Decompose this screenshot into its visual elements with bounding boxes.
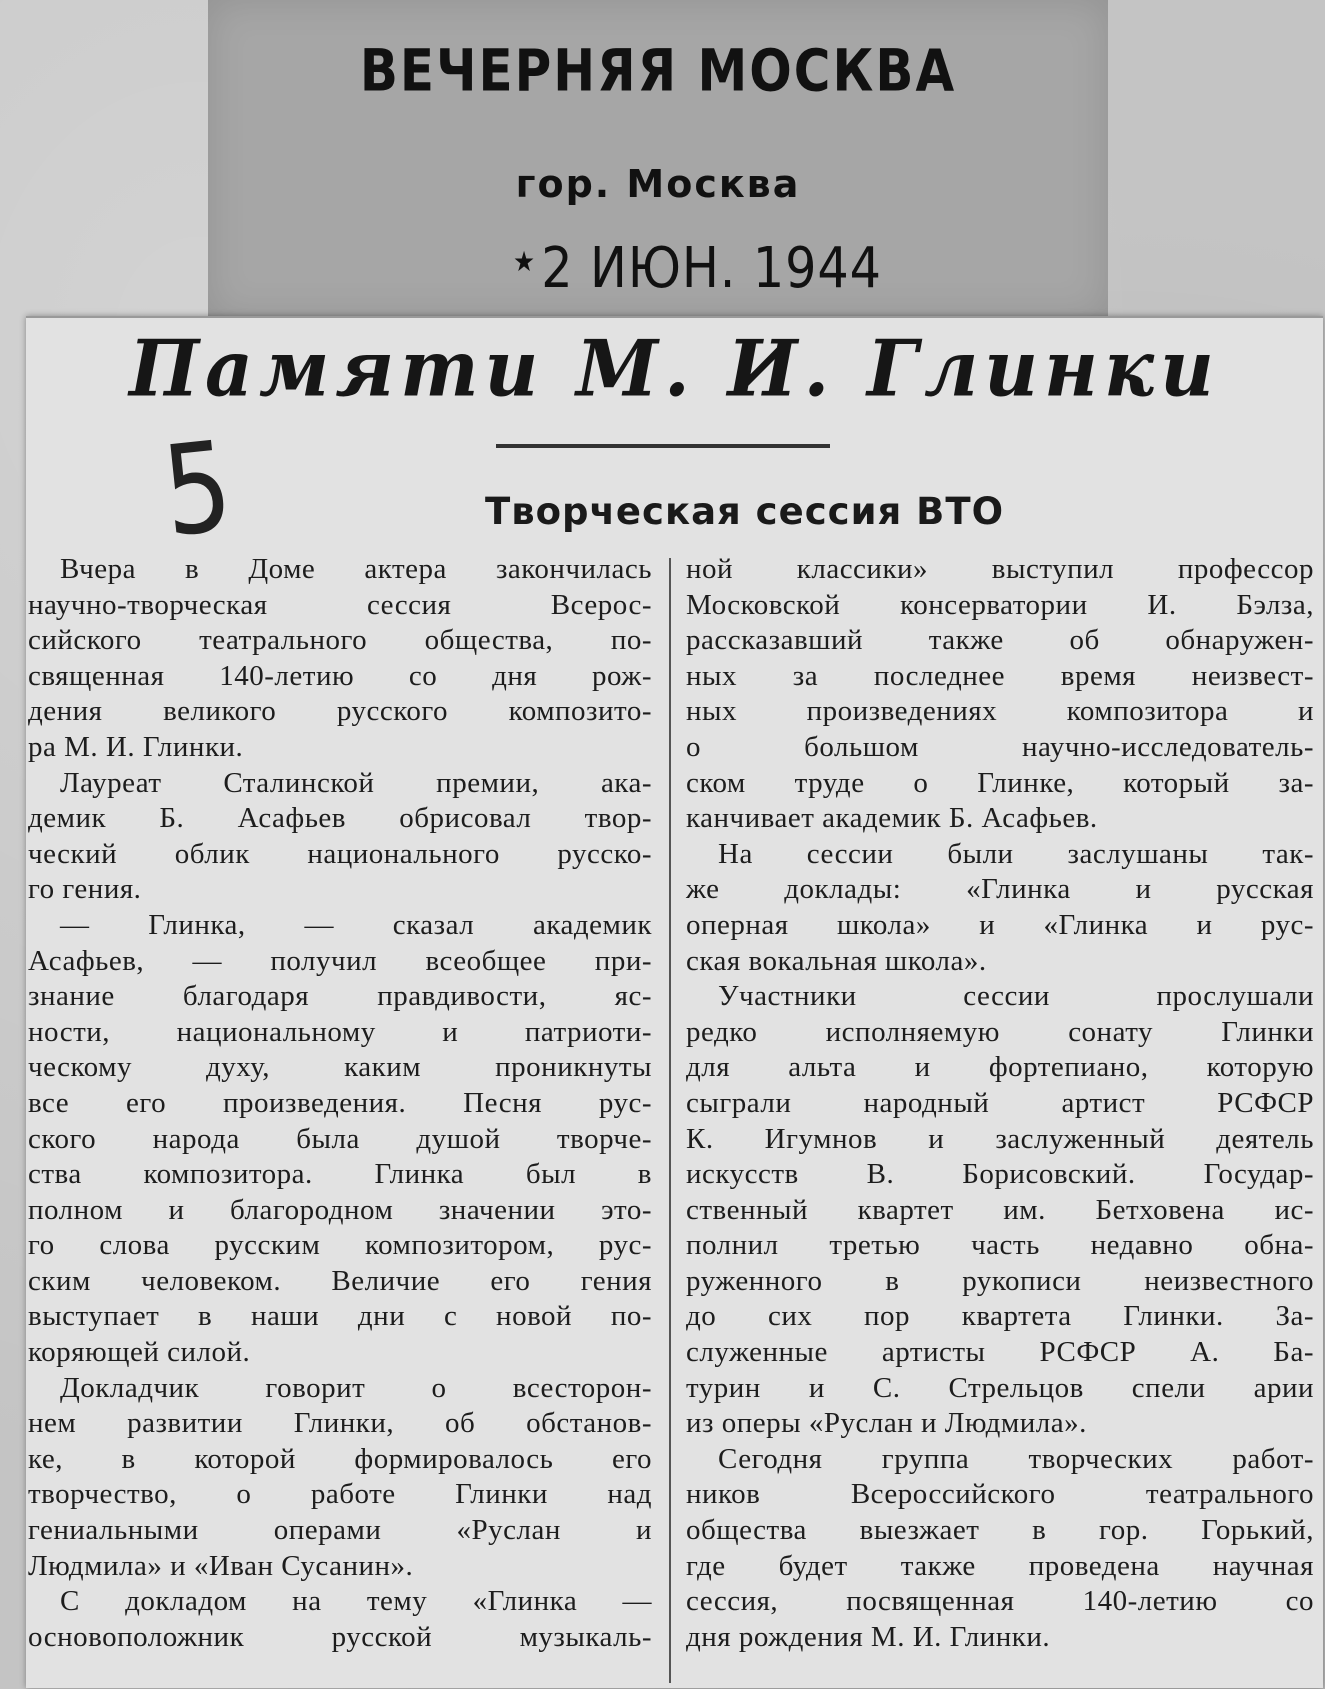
- article-text-line: демик Б. Асафьев обрисовал твор-: [28, 802, 652, 835]
- article-text-line: сессия, посвященная 140-летию со: [686, 1585, 1314, 1618]
- article-headline: Памяти М. И. Глинки: [129, 323, 1220, 415]
- article-text-line: С докладом на тему «Глинка —: [60, 1585, 652, 1618]
- article-text-line: сийского театрального общества, по-: [28, 624, 652, 657]
- article-text-line: Сегодня группа творческих работ-: [718, 1442, 1314, 1475]
- article-text-line: Вчера в Доме актера закончилась: [60, 553, 652, 585]
- article-text-line: го гения.: [28, 873, 142, 906]
- article-text-line: дня рождения М. И. Глинки.: [686, 1620, 1051, 1653]
- article-text-line: ческому духу, каким проникнуты: [28, 1051, 652, 1084]
- article-text-line: основоположник русской музыкаль-: [28, 1620, 652, 1653]
- article-text-line: ке, в которой формировалось его: [28, 1442, 652, 1475]
- article-text-line: ским человеком. Величие его гения: [28, 1264, 652, 1297]
- stamp-newspaper-name: ВЕЧЕРНЯЯ МОСКВА: [359, 37, 957, 105]
- article-text-line: нем развитии Глинки, об обстанов-: [28, 1407, 652, 1440]
- left-column: [28, 552, 652, 1655]
- article-text-line: К. Игумнов и заслуженный деятель: [686, 1122, 1314, 1155]
- article-text-line: общества выезжает в гор. Горький,: [686, 1514, 1314, 1547]
- article-text-line: же доклады: «Глинка и русская: [686, 873, 1314, 906]
- article-text-line: ной классики» выступил профессор: [686, 553, 1314, 585]
- article-text-line: ных произведениях композитора и: [686, 695, 1314, 728]
- article-text-line: полнил третью часть недавно обна-: [686, 1229, 1314, 1262]
- column-divider: [669, 558, 671, 1683]
- article-text-line: гениальными операми «Руслан и: [28, 1514, 652, 1547]
- article-text-line: Асафьев, — получил всеобщее при-: [28, 944, 652, 977]
- article-text-line: о большом научно-исследователь-: [686, 730, 1314, 763]
- article-text-line: руженного в рукописи неизвестного: [686, 1264, 1314, 1297]
- article-text-line: где будет также проведена научная: [686, 1549, 1314, 1582]
- article-text-line: Докладчик говорит о всесторон-: [60, 1371, 652, 1404]
- article-text-line: ском труде о Глинке, который за-: [686, 766, 1314, 799]
- article-text-line: турин и С. Стрельцов спели арии: [686, 1371, 1314, 1404]
- article-text-line: искусств В. Борисовский. Государ-: [686, 1158, 1314, 1191]
- article-text-line: рассказавший также об обнаружен-: [686, 624, 1314, 657]
- article-text-line: дения великого русского композито-: [28, 695, 652, 728]
- article-text-line: знание благодаря правдивости, яс-: [28, 980, 652, 1013]
- newspaper-stamp: [208, 0, 1108, 318]
- article-text-line: ская вокальная школа».: [686, 944, 987, 977]
- article-text-line: ности, национальному и патриоти-: [28, 1015, 652, 1048]
- article-text-line: ственный квартет им. Бетховена ис-: [686, 1193, 1314, 1226]
- article-text-line: выступает в наши дни с новой по-: [28, 1300, 652, 1333]
- handwritten-number: 5: [156, 414, 239, 566]
- article-text-line: священная 140-летию со дня рож-: [28, 659, 652, 692]
- headline-divider: [496, 444, 830, 448]
- right-column: [686, 552, 1314, 1655]
- article-text-line: ства композитора. Глинка был в: [28, 1158, 652, 1191]
- article-text-line: все его произведения. Песня рус-: [28, 1086, 652, 1119]
- article-text-line: ра М. И. Глинки.: [28, 730, 244, 763]
- article-subheadline: Творческая сессия ВТО: [484, 490, 1005, 533]
- article-text-line: канчивает академик Б. Асафьев.: [686, 802, 1098, 835]
- newspaper-clipping: [26, 316, 1323, 1688]
- article-text-line: ческий облик национального русско-: [28, 837, 652, 870]
- article-text-line: коряющей силой.: [28, 1336, 251, 1369]
- article-text-line: Людмила» и «Иван Сусанин».: [28, 1549, 414, 1582]
- article-text-line: Участники сессии прослушали: [718, 980, 1314, 1013]
- article-text-line: из оперы «Руслан и Людмила».: [686, 1407, 1087, 1440]
- stamp-date-text: 2 ИЮН. 1944: [541, 236, 882, 301]
- article-text-line: научно-творческая сессия Всерос-: [28, 588, 652, 621]
- article-text-line: редко исполняемую сонату Глинки: [686, 1015, 1314, 1048]
- article-text-line: — Глинка, — сказал академик: [60, 908, 652, 941]
- article-text-line: сыграли народный артист РСФСР: [686, 1086, 1314, 1119]
- stamp-city: гор. Москва: [515, 162, 801, 206]
- article-text-line: го слова русским композитором, рус-: [28, 1229, 652, 1262]
- article-text-line: ского народа была душой творче-: [28, 1122, 652, 1155]
- stamp-date: [513, 236, 882, 301]
- article-text-line: творчество, о работе Глинки над: [28, 1478, 652, 1511]
- article-text-line: На сессии были заслушаны так-: [718, 837, 1314, 870]
- article-text-line: оперная школа» и «Глинка и рус-: [686, 908, 1314, 941]
- article-text-line: полном и благородном значении это-: [28, 1193, 652, 1226]
- article-text-line: для альта и фортепиано, которую: [686, 1051, 1314, 1084]
- article-text-line: Лауреат Сталинской премии, ака-: [60, 766, 652, 799]
- article-text-line: ных за последнее время неизвест-: [686, 659, 1314, 692]
- article-text-line: служенные артисты РСФСР А. Ба-: [686, 1336, 1314, 1369]
- article-text-line: Московской консерватории И. Бэлза,: [686, 588, 1314, 621]
- article-text-line: до сих пор квартета Глинки. За-: [686, 1300, 1314, 1333]
- article-text-line: ников Всероссийского театрального: [686, 1478, 1314, 1511]
- star-icon: ★: [513, 245, 536, 278]
